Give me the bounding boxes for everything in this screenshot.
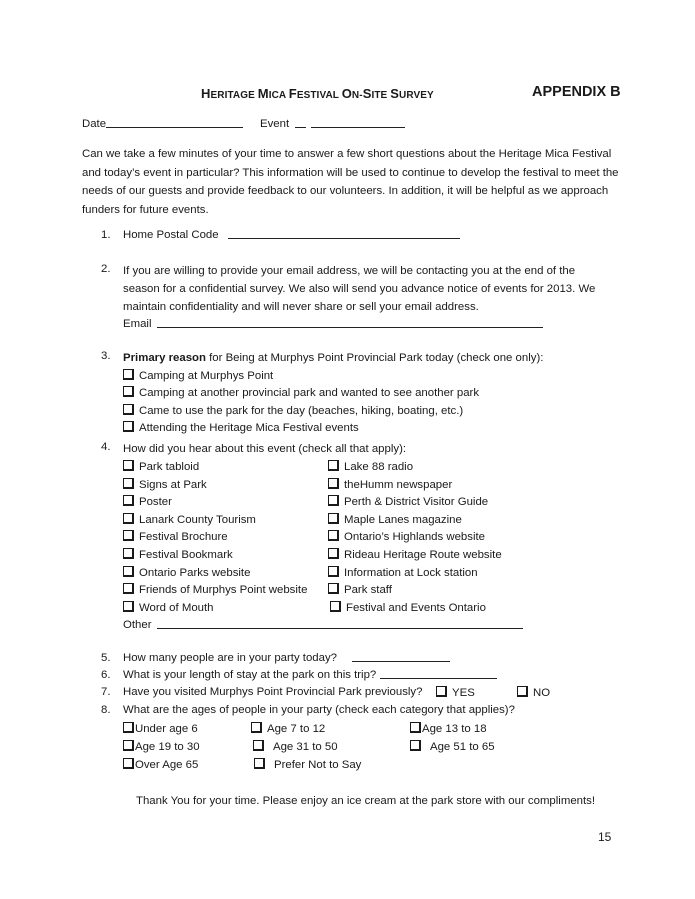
question-4-right-options bbox=[328, 459, 502, 617]
age-option[interactable] bbox=[123, 758, 198, 771]
date-input-line[interactable] bbox=[106, 126, 243, 128]
checkbox-icon[interactable] bbox=[410, 740, 421, 751]
question-2-line: If you are willing to provide your email address, we will be contacting you at the end of the bbox=[123, 265, 576, 277]
option-label: Lake 88 radio bbox=[344, 461, 414, 473]
age-option[interactable] bbox=[123, 740, 200, 753]
title-cap: H bbox=[201, 86, 211, 101]
question-2-line: maintain confidentiality and will never share or sell your email address. bbox=[123, 300, 479, 313]
date-field bbox=[82, 118, 243, 130]
checkbox-icon[interactable] bbox=[123, 369, 134, 380]
option-label: NO bbox=[533, 687, 551, 699]
checkbox-icon[interactable] bbox=[253, 740, 264, 751]
checkbox-icon[interactable] bbox=[123, 566, 134, 577]
question-6 bbox=[123, 669, 497, 681]
other-field bbox=[123, 617, 523, 635]
email-input-line[interactable] bbox=[157, 326, 543, 328]
option-label: Poster bbox=[139, 496, 172, 509]
checkbox-icon[interactable] bbox=[123, 722, 134, 733]
option-label: Lanark County Tourism bbox=[139, 513, 256, 526]
primary-reason-option[interactable] bbox=[123, 368, 543, 386]
age-option[interactable] bbox=[253, 740, 338, 753]
source-option[interactable] bbox=[328, 565, 502, 583]
option-label: Age 51 to 65 bbox=[430, 741, 495, 753]
question-2-line: season for a confidential survey. We also will send you advance notice of events for 2013. We bbox=[123, 282, 596, 295]
question-8-label: What are the ages of people in your party (check each category that applies)? bbox=[123, 704, 515, 716]
date-label: Date bbox=[82, 118, 107, 130]
title-cap: O bbox=[341, 86, 352, 101]
option-label: Rideau Heritage Route website bbox=[344, 548, 502, 561]
checkbox-icon[interactable] bbox=[328, 548, 339, 559]
event-label: Event bbox=[260, 118, 290, 130]
question-2 bbox=[123, 263, 595, 334]
checkbox-icon[interactable] bbox=[123, 513, 134, 524]
question-6-number: 6. bbox=[101, 669, 111, 681]
option-label: Camping at Murphys Point bbox=[139, 369, 274, 382]
checkbox-icon[interactable] bbox=[123, 421, 134, 432]
checkbox-icon[interactable] bbox=[123, 740, 134, 751]
question-7-label: Have you visited Murphys Point Provincial Park previously? bbox=[123, 686, 423, 698]
checkbox-icon[interactable] bbox=[123, 601, 134, 612]
question-5 bbox=[123, 652, 450, 664]
thank-you-message: Thank You for your time. Please enjoy an ice cream at the park store with our compliments! bbox=[136, 795, 596, 807]
source-option[interactable] bbox=[330, 600, 502, 618]
option-label: Age 31 to 50 bbox=[273, 741, 338, 753]
question-6-label: What is your length of stay at the park on this trip? bbox=[123, 669, 377, 681]
checkbox-icon[interactable] bbox=[123, 404, 134, 415]
question-5-label: How many people are in your party today? bbox=[123, 652, 338, 664]
age-option[interactable] bbox=[251, 722, 325, 735]
title-rest: ESTIVAL bbox=[296, 90, 342, 101]
checkbox-icon[interactable] bbox=[328, 583, 339, 594]
event-prefix-line[interactable] bbox=[295, 126, 306, 128]
source-option[interactable] bbox=[328, 512, 502, 530]
email-field bbox=[123, 316, 595, 334]
option-label: Over Age 65 bbox=[135, 759, 199, 771]
question-1-number: 1. bbox=[101, 229, 111, 241]
visited-yes-option[interactable] bbox=[436, 686, 475, 699]
option-label: Park staff bbox=[344, 584, 392, 597]
option-label: Age 7 to 12 bbox=[267, 723, 326, 735]
party-size-input-line[interactable] bbox=[352, 660, 450, 662]
option-label: Ontario’s Highlands website bbox=[344, 531, 485, 544]
title-rest: ERITAGE bbox=[210, 90, 258, 101]
option-label: Camping at another provincial park and wanted to see another park bbox=[139, 387, 480, 400]
postal-code-label: Home Postal Code bbox=[123, 229, 219, 241]
checkbox-icon[interactable] bbox=[123, 548, 134, 559]
checkbox-icon[interactable] bbox=[123, 758, 134, 769]
checkbox-icon[interactable] bbox=[123, 478, 134, 489]
question-3-label bbox=[123, 350, 543, 368]
checkbox-icon[interactable] bbox=[123, 530, 134, 541]
question-3 bbox=[123, 350, 543, 438]
option-label: Age 19 to 30 bbox=[135, 741, 200, 753]
checkbox-icon[interactable] bbox=[123, 460, 134, 471]
checkbox-icon[interactable] bbox=[328, 513, 339, 524]
age-option[interactable] bbox=[410, 722, 487, 735]
option-label: Attending the Heritage Mica Festival events bbox=[139, 422, 359, 435]
option-label: Festival Brochure bbox=[139, 531, 228, 544]
checkbox-icon[interactable] bbox=[328, 530, 339, 541]
checkbox-icon[interactable] bbox=[517, 686, 528, 697]
question-1 bbox=[123, 229, 460, 241]
primary-reason-option[interactable] bbox=[123, 385, 543, 403]
checkbox-icon[interactable] bbox=[330, 601, 341, 612]
title-rest: URVEY bbox=[399, 90, 434, 101]
appendix-label: APPENDIX B bbox=[532, 84, 621, 100]
title-cap: F bbox=[288, 86, 297, 101]
option-label: Word of Mouth bbox=[139, 601, 214, 614]
question-7-number: 7. bbox=[101, 686, 111, 698]
source-option[interactable] bbox=[328, 582, 502, 600]
checkbox-icon[interactable] bbox=[328, 566, 339, 577]
question-4-label: How did you hear about this event (check all that apply): bbox=[123, 443, 407, 455]
source-option[interactable] bbox=[328, 547, 502, 565]
title-cap: S bbox=[390, 86, 399, 101]
question-4-number: 4. bbox=[101, 441, 111, 453]
email-label: Email bbox=[123, 318, 152, 331]
title-cap: S bbox=[362, 86, 372, 101]
option-label: Park tabloid bbox=[139, 461, 200, 473]
question-5-number: 5. bbox=[101, 652, 111, 664]
source-option[interactable] bbox=[328, 529, 502, 547]
page-number: 15 bbox=[598, 830, 612, 844]
primary-reason-option[interactable] bbox=[123, 420, 543, 438]
source-option[interactable] bbox=[328, 477, 502, 495]
option-label: Signs at Park bbox=[139, 478, 207, 491]
checkbox-icon[interactable] bbox=[328, 478, 339, 489]
option-label: Prefer Not to Say bbox=[274, 759, 362, 771]
option-label: Maple Lanes magazine bbox=[344, 513, 462, 526]
option-label: Ontario Parks website bbox=[139, 566, 251, 579]
question-2-number: 2. bbox=[101, 263, 111, 275]
intro-paragraph: Can we take a few minutes of your time to answer a few short questions about the Heritage Mica Festival and today’s event in particular? This information will be used to continue to develop the festival to meet the needs of our guests and provide feedback to our volunteers. In addition, it will be helpful as we approach funders for future events. bbox=[82, 148, 619, 216]
option-label: Came to use the park for the day (beaches, hiking, boating, etc.) bbox=[139, 404, 464, 417]
option-label: Information at Lock station bbox=[344, 566, 478, 579]
checkbox-icon[interactable] bbox=[123, 583, 134, 594]
checkbox-icon[interactable] bbox=[410, 722, 421, 733]
title-rest: N- bbox=[351, 90, 363, 101]
option-label: Friends of Murphys Point website bbox=[139, 584, 308, 597]
age-option[interactable] bbox=[123, 722, 198, 735]
option-label: theHumm newspaper bbox=[344, 478, 453, 491]
checkbox-icon[interactable] bbox=[328, 495, 339, 506]
source-option[interactable] bbox=[328, 494, 502, 512]
length-of-stay-input-line[interactable] bbox=[380, 677, 497, 679]
option-label: Under age 6 bbox=[135, 723, 198, 735]
checkbox-icon[interactable] bbox=[123, 495, 134, 506]
question-8-number: 8. bbox=[101, 704, 111, 716]
other-input-line[interactable] bbox=[157, 627, 523, 629]
checkbox-icon[interactable] bbox=[251, 722, 262, 733]
checkbox-icon[interactable] bbox=[254, 758, 265, 769]
event-input-line[interactable] bbox=[311, 126, 405, 128]
question-3-label-rest: for Being at Murphys Point Provincial Park today (check one only): bbox=[205, 352, 544, 364]
visited-no-option[interactable] bbox=[517, 686, 550, 699]
primary-reason-bold: Primary reason bbox=[123, 352, 206, 364]
other-label: Other bbox=[123, 619, 152, 632]
survey-title bbox=[201, 86, 434, 101]
option-label: Festival and Events Ontario bbox=[346, 601, 486, 614]
postal-code-input-line[interactable] bbox=[228, 237, 460, 239]
question-3-number: 3. bbox=[101, 350, 111, 362]
title-rest: ICA bbox=[268, 90, 289, 101]
option-label: Perth & District Visitor Guide bbox=[344, 496, 489, 509]
age-option[interactable] bbox=[410, 740, 495, 753]
option-label: YES bbox=[452, 687, 475, 699]
checkbox-icon[interactable] bbox=[123, 386, 134, 397]
title-cap: M bbox=[257, 86, 269, 101]
option-label: Festival Bookmark bbox=[139, 548, 233, 561]
checkbox-icon[interactable] bbox=[436, 686, 447, 697]
checkbox-icon[interactable] bbox=[328, 460, 339, 471]
option-label: Age 13 to 18 bbox=[422, 723, 487, 735]
source-option[interactable] bbox=[328, 459, 502, 477]
title-rest: ITE bbox=[371, 90, 391, 101]
primary-reason-option[interactable] bbox=[123, 403, 543, 421]
age-option[interactable] bbox=[254, 758, 361, 771]
event-field bbox=[260, 118, 405, 130]
